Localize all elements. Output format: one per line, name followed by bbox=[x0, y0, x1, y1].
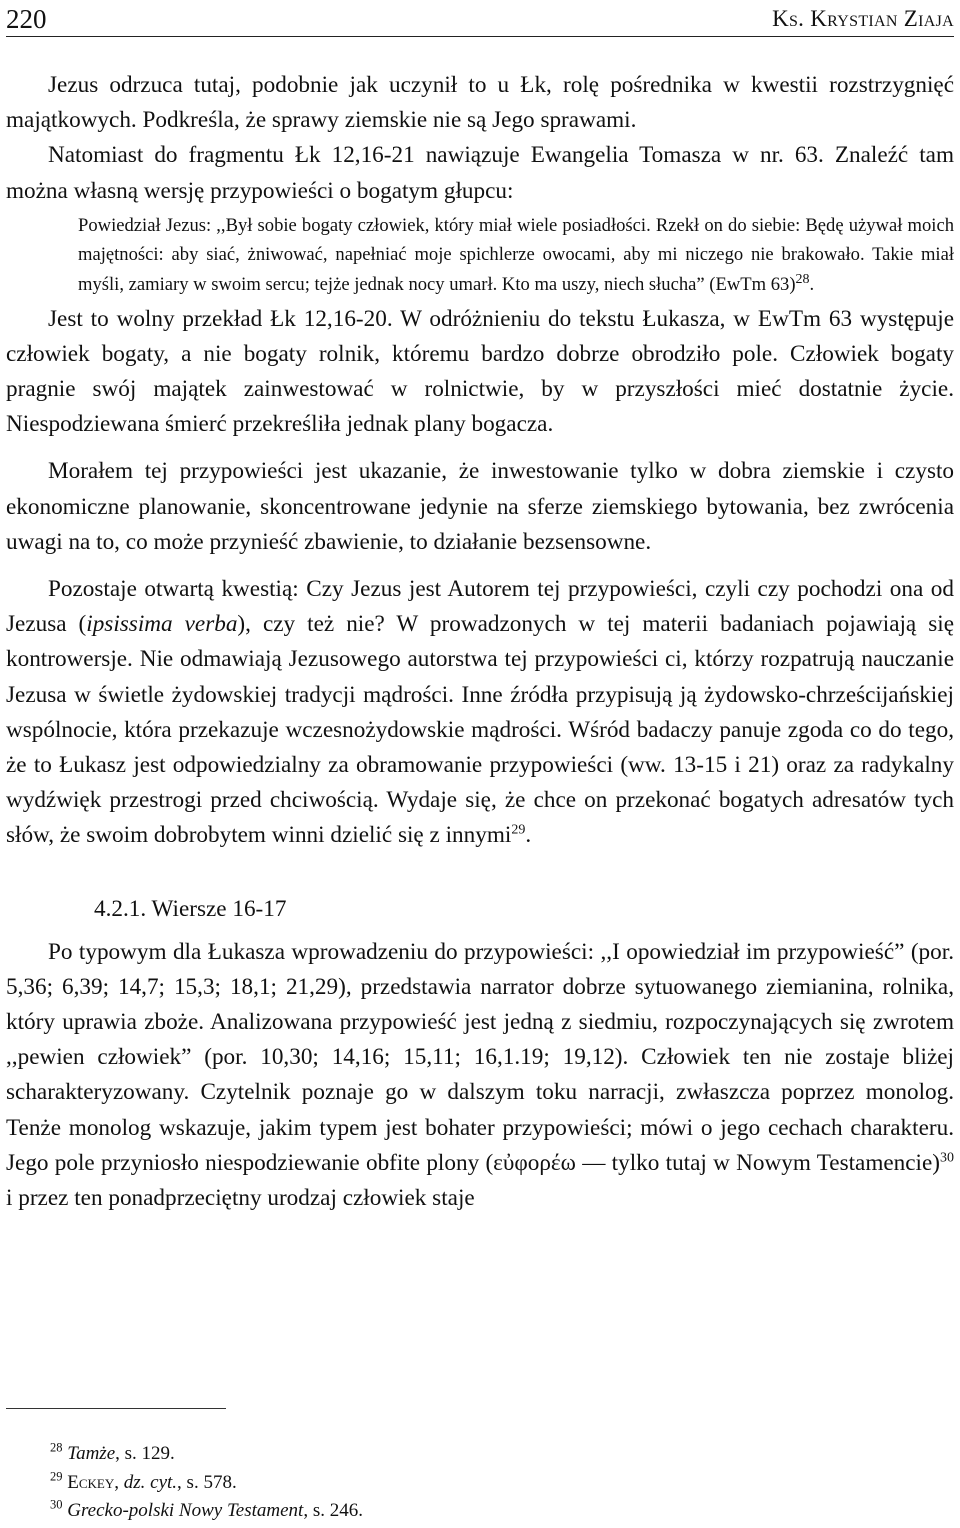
footnote-28 bbox=[50, 1440, 750, 1469]
footnote-title: dz. cyt. bbox=[123, 1471, 178, 1493]
footnotes bbox=[50, 1440, 750, 1526]
paragraph-5-part-a: Pozostaje otwartą kwestią: Czy Jezus jest Autorem tej przypowieści, czyli czy pochodzi ona od Jezusa ( bbox=[6, 576, 954, 638]
paragraph-5 bbox=[6, 572, 954, 854]
footnote-ref-30[interactable]: 30 bbox=[940, 1150, 954, 1166]
paragraph-6-part-b: i przez ten ponadprzeciętny urodzaj człowiek staje bbox=[6, 1185, 475, 1212]
paragraph-1: Jezus odrzuca tutaj, podobnie jak uczynił to u Łk, rolę pośrednika w kwestii rozstrzygnięć majątkowych. Podkreśla, że sprawy ziemskie nie są Jego sprawami. bbox=[6, 72, 954, 134]
paragraph-5-part-b: ), czy też nie? W prowadzonych w tej materii badaniach pojawiają się kontrowersje. Nie odmawiają Jezusowego autorstwa tej przypowieści ci, którzy rozpatrują nauczanie Jezusa w świetle żydowskiej tradycji mądrości. Inne źródła przypisują ją żydowsko-chrześcijańskiej wspólnocie, która przekazuje wczesnożydowskie mądrości. Wśród badaczy panuje zgoda co do tego, że to Łukasz jest odpowiedzialny za obramowanie przypowieści (ww. 13-15 i 21) oraz za radykalny wydźwięk przestrogi przed chciwością. Wydaje się, że chce on przekonać bogatych adresatów tych słów, że swoim dobrobytem winni dzielić się z innymi bbox=[6, 611, 954, 849]
footnote-29 bbox=[50, 1469, 750, 1498]
footnote-detail: , s. 129. bbox=[115, 1443, 175, 1464]
paragraph-5-end: . bbox=[525, 822, 532, 849]
quote-text: Powiedział Jezus: ,,Był sobie bogaty człowiek, który miał wiele posiadłości. Rzekł on do siebie: Będę używał moich majętności: aby siać, żniwować, napełniać moje spichlerze owocami, aby mi niczego nie brakowało. Takie miał myśli, zamiary w swoim sercu; tejże jednak nocy umarł. Kto ma uszy, niech słucha” (EwTm 63) bbox=[78, 214, 954, 295]
footnote-author: Eckey bbox=[67, 1471, 115, 1493]
footnote-separator: , bbox=[114, 1471, 124, 1493]
document-page bbox=[6, 0, 954, 1528]
footnote-divider bbox=[6, 1408, 226, 1409]
footnote-title: Tamże bbox=[67, 1443, 116, 1464]
block-quote bbox=[78, 211, 954, 300]
quote-end: . bbox=[809, 274, 815, 295]
page-header bbox=[6, 2, 954, 37]
main-text bbox=[6, 68, 954, 1216]
footnote-detail: , s. 246. bbox=[303, 1500, 363, 1521]
footnote-ref-28[interactable]: 28 bbox=[795, 271, 810, 287]
paragraph-2: Natomiast do fragmentu Łk 12,16-21 nawiązuje Ewangelia Tomasza w nr. 63. Znaleźć tam można własną wersję przypowieści o bogatym głupcu: bbox=[6, 142, 954, 204]
footnote-title: Grecko-polski Nowy Testament bbox=[67, 1500, 304, 1521]
footnote-ref-29[interactable]: 29 bbox=[511, 822, 526, 838]
footnote-number: 28 bbox=[50, 1440, 63, 1455]
paragraph-6-part-a: Po typowym dla Łukasza wprowadzeniu do przypowieści: ,,I opowiedział im przypowieść” (por. 5,36; 6,39; 14,7; 15,3; 18,1; 21,29), przedstawia narrator dobrze sytuowanego ziemianina, rolnika, który uprawia zboże. Analizowana przypowieść jest jedną z siedmiu, rozpoczynających się zwrotem ,,pewien człowiek” (por. 10,30; 14,16; 15,11; 16,1.19; 19,12). Człowiek ten nie zostaje bliżej scharakteryzowany. Czytelnik poznaje go w dalszym toku narracji, zwłaszcza poprzez monolog. Tenże monolog wskazuje, jakim typem jest bohater przypowieści; mówi o jego cechach charakteru. Jego pole przyniosło niespodziewanie obfite plony (εὐφορέω — tylko tutaj w Nowym Testamencie) bbox=[6, 938, 954, 1176]
paragraph-4: Morałem tej przypowieści jest ukazanie, że inwestowanie tylko w dobra ziemskie i czysto ekonomiczne planowanie, skoncentrowane jedynie na sferze ziemskiego bytowania, bez zwrócenia uwagi na to, co może przynieść zbawienie, to działanie bezsensowne. bbox=[6, 458, 954, 555]
latin-term: ipsissima verba bbox=[86, 611, 238, 638]
footnote-30 bbox=[50, 1497, 750, 1526]
footnote-detail: , s. 578. bbox=[177, 1471, 237, 1493]
footnote-number: 29 bbox=[50, 1469, 63, 1484]
section-heading: 4.2.1. Wiersze 16-17 bbox=[94, 895, 287, 922]
paragraph-3: Jest to wolny przekład Łk 12,16-20. W odróżnieniu do tekstu Łukasza, w EwTm 63 występuje człowiek bogaty, a nie bogaty rolnik, któremu bardzo dobrze obrodziło pole. Człowiek bogaty pragnie swój majątek zainwestować w rolnictwie, by w przyszłości mieć dostatnie życie. Niespodziewana śmierć przekreśliła jednak plany bogacza. bbox=[6, 305, 954, 438]
page-number: 220 bbox=[6, 4, 47, 34]
running-head: Ks. Krystian Ziaja bbox=[772, 6, 954, 31]
paragraph-6 bbox=[6, 935, 954, 1217]
footnote-number: 30 bbox=[50, 1497, 63, 1512]
